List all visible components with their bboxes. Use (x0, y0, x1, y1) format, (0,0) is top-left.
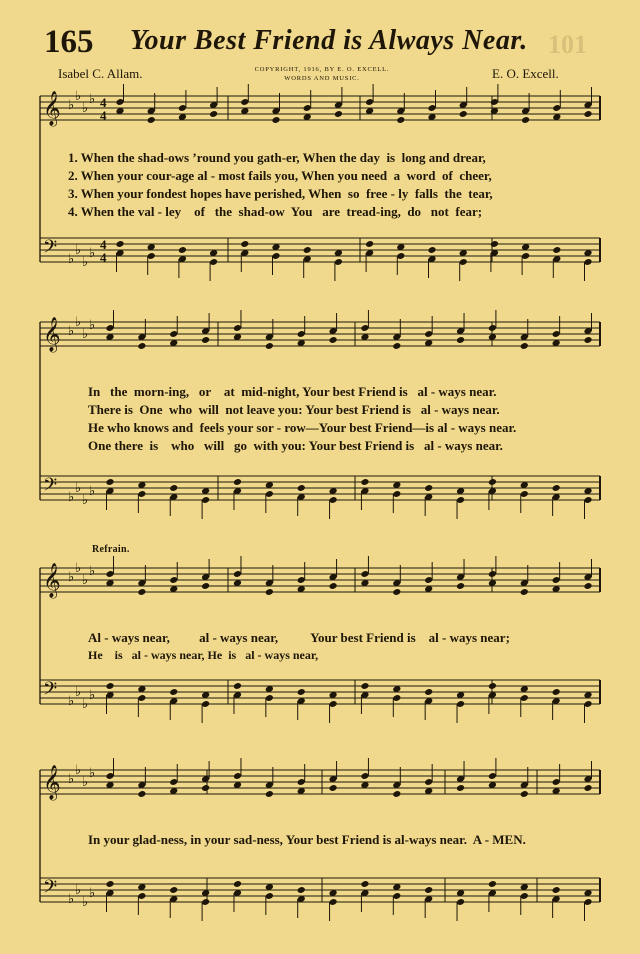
note-head (105, 478, 114, 486)
note-head (459, 110, 468, 118)
note-head (552, 246, 561, 254)
note-head (329, 336, 338, 344)
note-head (583, 110, 592, 118)
note-head (137, 588, 146, 596)
note-head (329, 784, 338, 792)
note-head (552, 688, 561, 696)
note-head (201, 582, 210, 590)
flat-sign: ♭ (68, 772, 75, 787)
note-head (201, 336, 210, 344)
note-head (427, 246, 436, 254)
note-head (424, 484, 433, 492)
note-head (392, 588, 401, 596)
note-head (392, 342, 401, 350)
bass-clef: 𝄢 (43, 877, 58, 902)
note-head (297, 484, 306, 492)
note-head (520, 790, 529, 798)
note-head (583, 784, 592, 792)
flat-sign: ♭ (68, 570, 75, 585)
treble-clef: 𝄞 (43, 317, 61, 352)
flat-sign: ♭ (68, 98, 75, 113)
time-signature-bottom: 4 (100, 108, 107, 123)
treble-clef: 𝄞 (43, 765, 61, 800)
treble-clef: 𝄞 (43, 563, 61, 598)
note-head (240, 240, 249, 248)
flat-sign: ♭ (89, 92, 96, 107)
note-head (169, 484, 178, 492)
note-head (233, 682, 242, 690)
flat-sign: ♭ (82, 697, 89, 712)
verse-2-continuation: There is One who will not leave you: Your best Friend is al - ways near. (88, 402, 500, 417)
flat-sign: ♭ (82, 493, 89, 508)
note-head (265, 790, 274, 798)
flat-sign: ♭ (89, 246, 96, 261)
time-signature-top: 4 (100, 95, 107, 110)
flat-sign: ♭ (68, 252, 75, 267)
note-head (552, 886, 561, 894)
copyright-line-1: COPYRIGHT, 1916, BY E. O. EXCELL. (254, 66, 390, 73)
bleed-through-number: 101 (548, 30, 587, 59)
note-head (297, 886, 306, 894)
flat-sign: ♭ (89, 886, 96, 901)
bass-clef: 𝄢 (43, 679, 58, 704)
refrain-label: Refrain. (92, 544, 130, 555)
flat-sign: ♭ (68, 324, 75, 339)
note-head (456, 784, 465, 792)
note-head (521, 116, 530, 124)
flat-sign: ♭ (82, 255, 89, 270)
verse-4-continuation: One there is who will go with you: Your best Friend is al - ways near. (88, 438, 503, 453)
note-head (115, 240, 124, 248)
flat-sign: ♭ (75, 243, 82, 258)
flat-sign: ♭ (68, 490, 75, 505)
flat-sign: ♭ (68, 892, 75, 907)
note-head (552, 484, 561, 492)
note-head (520, 342, 529, 350)
flat-sign: ♭ (82, 101, 89, 116)
flat-sign: ♭ (82, 775, 89, 790)
refrain-lyric-line-2: He is al - ways near, He is al - ways near, (88, 648, 319, 662)
flat-sign: ♭ (82, 573, 89, 588)
copyright-line-2: WORDS AND MUSIC. (284, 75, 360, 82)
note-head (488, 880, 497, 888)
treble-clef: 𝄞 (43, 91, 61, 126)
verse-3-continuation: He who knows and feels your sor - row—Your best Friend—is al - ways near. (88, 420, 517, 435)
note-head (201, 784, 210, 792)
note-head (265, 342, 274, 350)
note-head (365, 240, 374, 248)
note-head (396, 116, 405, 124)
note-head (265, 588, 274, 596)
time-signature-bottom: 4 (100, 250, 107, 265)
flat-sign: ♭ (75, 685, 82, 700)
note-head (137, 342, 146, 350)
verse-1-line: 1. When the shad-ows ’round you gath-er, When the day is long and drear, (68, 150, 486, 165)
author: Isabel C. Allam. (58, 66, 143, 81)
note-head (329, 582, 338, 590)
flat-sign: ♭ (82, 895, 89, 910)
note-head (178, 246, 187, 254)
note-head (360, 478, 369, 486)
note-head (392, 790, 401, 798)
bass-clef: 𝄢 (43, 475, 58, 500)
refrain-lyric-line-1: Al - ways near, al - ways near, Your best Friend is al - ways near; (88, 630, 510, 645)
note-head (169, 688, 178, 696)
flat-sign: ♭ (68, 694, 75, 709)
flat-sign: ♭ (89, 766, 96, 781)
hymn-title: Your Best Friend is Always Near. (130, 25, 528, 56)
flat-sign: ♭ (89, 688, 96, 703)
note-head (456, 582, 465, 590)
verse-2-line: 2. When your cour-age al - most fails you, When you need a word of cheer, (68, 168, 492, 183)
note-head (424, 688, 433, 696)
note-head (137, 790, 146, 798)
note-head (583, 582, 592, 590)
flat-sign: ♭ (82, 327, 89, 342)
flat-sign: ♭ (89, 564, 96, 579)
note-head (456, 336, 465, 344)
note-head (169, 886, 178, 894)
note-head (488, 478, 497, 486)
note-head (233, 880, 242, 888)
note-head (209, 110, 218, 118)
note-head (334, 110, 343, 118)
final-lyric-line: In your glad-ness, in your sad-ness, Your best Friend is al-ways near. A - MEN. (88, 832, 526, 847)
time-signature-top: 4 (100, 237, 107, 252)
verse-3-line: 3. When your fondest hopes have perished, When so free - ly falls the tear, (68, 186, 493, 201)
note-head (105, 682, 114, 690)
flat-sign: ♭ (75, 481, 82, 496)
note-head (271, 116, 280, 124)
flat-sign: ♭ (89, 484, 96, 499)
composer: E. O. Excell. (492, 66, 559, 81)
hymn-number: 165 (44, 24, 94, 60)
note-head (297, 688, 306, 696)
note-head (233, 478, 242, 486)
verse-4-line: 4. When the val - ley of the shad-ow You are tread-ing, do not fear; (68, 204, 483, 219)
flat-sign: ♭ (75, 315, 82, 330)
flat-sign: ♭ (89, 318, 96, 333)
bass-clef: 𝄢 (43, 237, 58, 262)
flat-sign: ♭ (75, 883, 82, 898)
note-head (360, 880, 369, 888)
flat-sign: ♭ (75, 89, 82, 104)
note-head (424, 886, 433, 894)
note-head (520, 588, 529, 596)
flat-sign: ♭ (75, 763, 82, 778)
note-head (488, 682, 497, 690)
note-head (147, 116, 156, 124)
verse-1-continuation: In the morn-ing, or at mid-night, Your best Friend is al - ways near. (88, 384, 497, 399)
flat-sign: ♭ (75, 561, 82, 576)
note-head (105, 880, 114, 888)
note-head (303, 246, 312, 254)
note-head (490, 240, 499, 248)
note-head (360, 682, 369, 690)
note-head (583, 336, 592, 344)
